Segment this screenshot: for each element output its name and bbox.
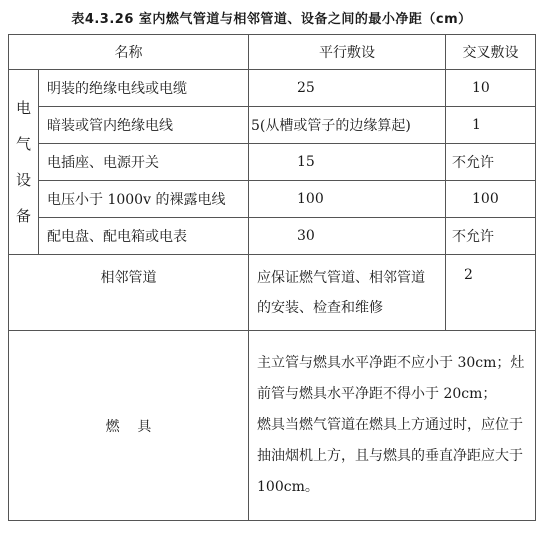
header-cross: 交叉敷设 — [446, 35, 536, 70]
category-char: 气 — [15, 135, 31, 153]
stove-name: 燃 具 — [9, 331, 249, 521]
category-char: 设 — [15, 171, 31, 189]
adjacent-parallel-line: 的安装、检查和维修 — [257, 299, 383, 316]
adjacent-name: 相邻管道 — [9, 255, 249, 331]
row-parallel: 5(从槽或管子的边缘算起) — [249, 107, 446, 144]
row-parallel: 15 — [249, 144, 446, 181]
adjacent-row — [9, 255, 536, 331]
row-name: 电压小于 1000v 的裸露电线 — [39, 181, 249, 218]
stove-line: 抽油烟机上方，且与燃具的垂直净距应大于 — [257, 448, 523, 464]
table-row — [9, 218, 536, 255]
row-name: 配电盘、配电箱或电表 — [39, 218, 249, 255]
stove-line: 燃具当燃气管道在燃具上方通过时，应位于 — [257, 417, 523, 433]
adjacent-cross: 2 — [446, 255, 536, 331]
stove-requirements — [249, 331, 536, 521]
header-name: 名称 — [9, 35, 249, 70]
table-row — [9, 107, 536, 144]
row-parallel: 25 — [249, 70, 446, 107]
table-row — [9, 144, 536, 181]
row-name: 明装的绝缘电线或电缆 — [39, 70, 249, 107]
row-cross: 不允许 — [446, 218, 536, 255]
row-name: 电插座、电源开关 — [39, 144, 249, 181]
header-row — [9, 35, 536, 70]
category-cell — [9, 70, 39, 255]
row-cross: 10 — [446, 70, 536, 107]
table-row — [9, 70, 536, 107]
category-char: 电 — [15, 99, 31, 117]
adjacent-parallel-line: 应保证燃气管道、相邻管道 — [257, 269, 425, 286]
header-parallel: 平行敷设 — [249, 35, 446, 70]
row-parallel: 100 — [249, 181, 446, 218]
category-char: 备 — [15, 207, 31, 225]
row-parallel: 30 — [249, 218, 446, 255]
stove-line: 100cm。 — [257, 479, 319, 495]
table-row — [9, 181, 536, 218]
table-title: 表4.3.26 室内燃气管道与相邻管道、设备之间的最小净距（cm） — [71, 12, 472, 27]
stove-row — [9, 331, 536, 521]
clearance-table — [8, 34, 536, 521]
stove-line: 前管与燃具水平净距不得小于 20cm； — [257, 386, 497, 402]
stove-line: 主立管与燃具水平净距不应小于 30cm；灶 — [257, 355, 525, 371]
row-cross: 100 — [446, 181, 536, 218]
row-name: 暗装或管内绝缘电线 — [39, 107, 249, 144]
row-cross: 不允许 — [446, 144, 536, 181]
adjacent-parallel — [249, 255, 446, 331]
row-cross: 1 — [446, 107, 536, 144]
